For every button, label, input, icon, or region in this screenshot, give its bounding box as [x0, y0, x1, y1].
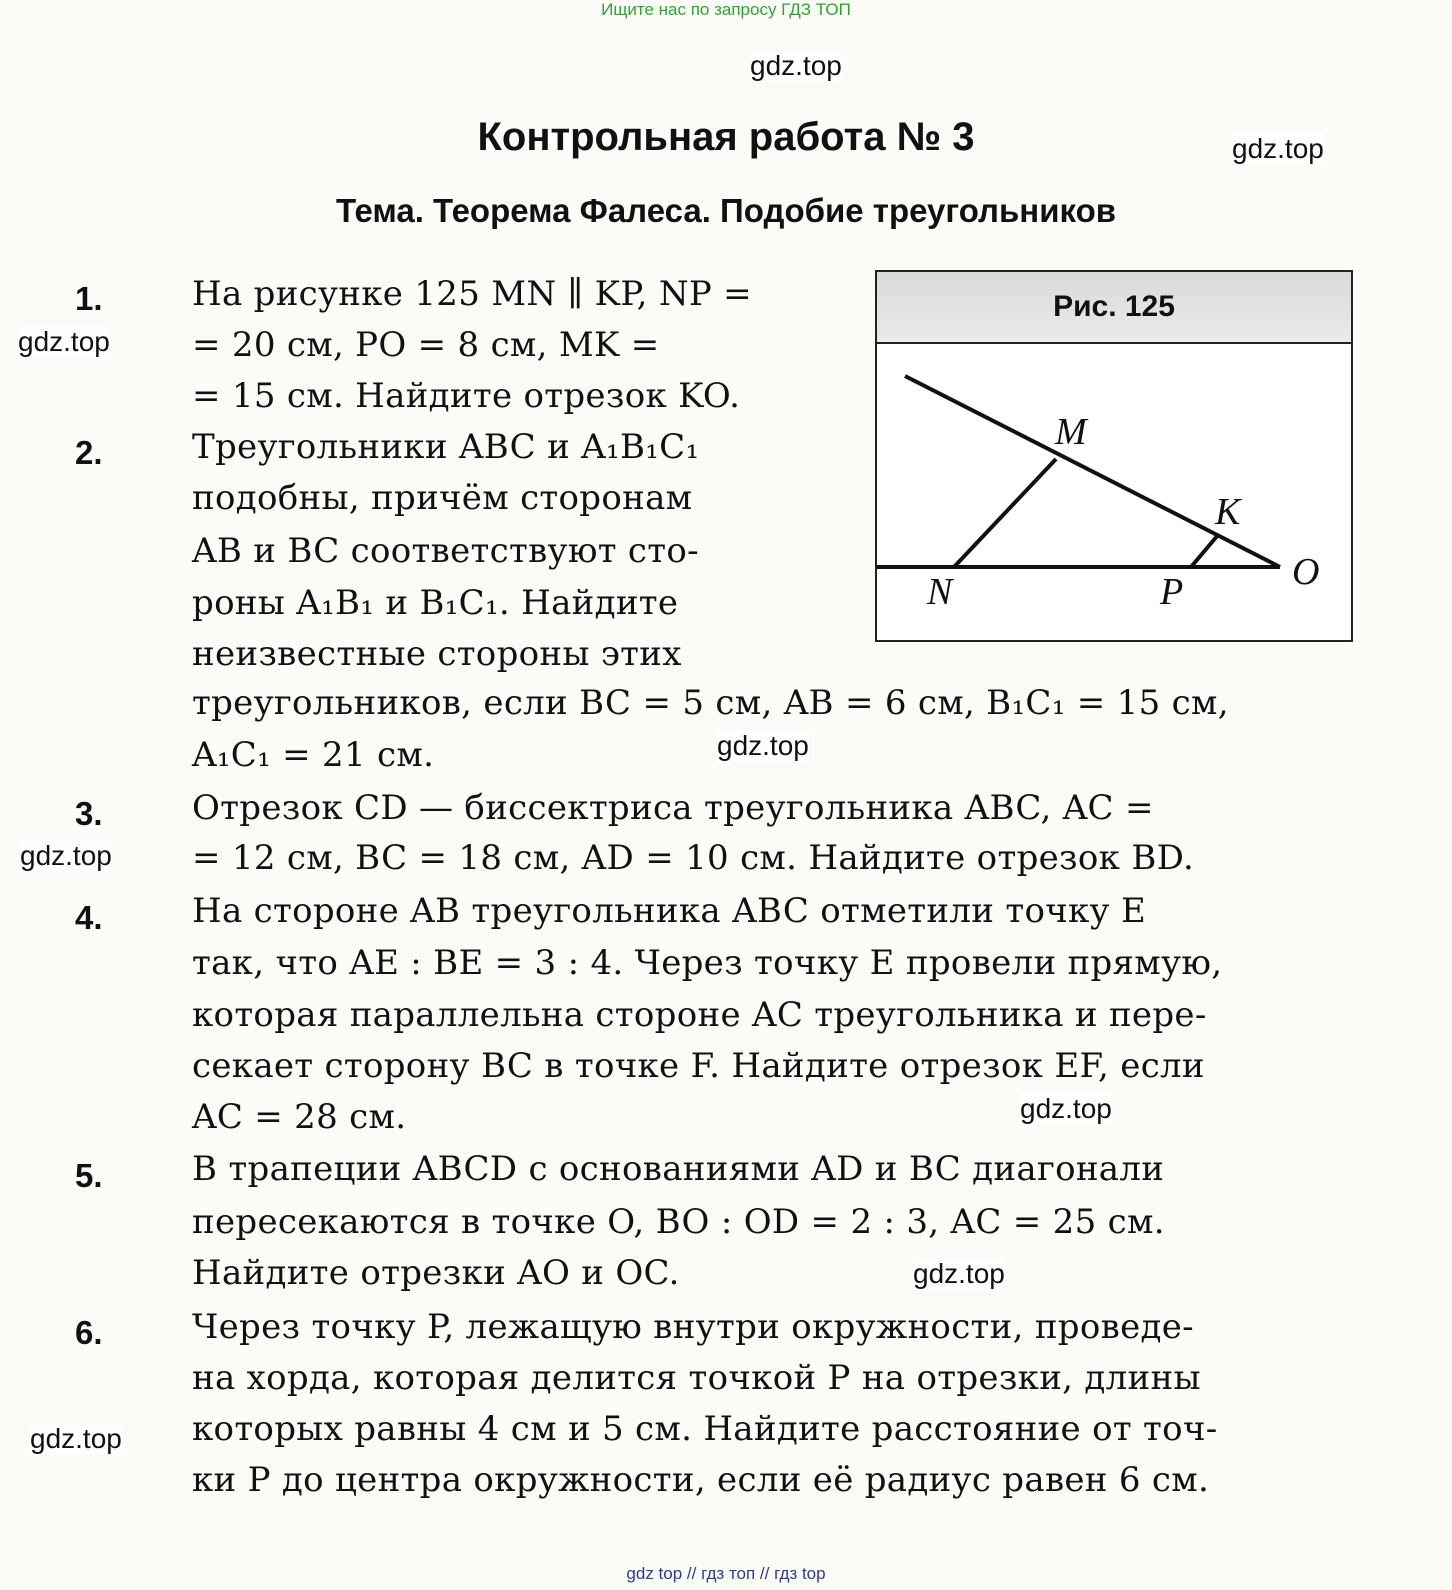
segment-mn: [954, 459, 1056, 567]
point-label-k: K: [1215, 491, 1241, 533]
task-4-line: секает сторону BC в точке F. Найдите отрезок EF, если: [192, 1046, 1205, 1086]
task-3-line: = 12 см, BC = 18 см, AD = 10 см. Найдите отрезок BD.: [192, 838, 1195, 878]
task-4-line: так, что AE : BE = 3 : 4. Через точку E провели прямую,: [192, 943, 1223, 983]
task-2-line: Треугольники ABC и A₁B₁C₁: [192, 427, 700, 467]
watermark: gdz.top: [1232, 133, 1324, 164]
task-2-line: подобны, причём сторонам: [192, 478, 693, 518]
task-6-line: Через точку P, лежащую внутри окружности, проведе-: [192, 1307, 1194, 1347]
point-label-o: O: [1292, 551, 1320, 593]
task-6-line: ки P до центра окружности, если её радиус равен 6 см.: [192, 1460, 1210, 1500]
watermark: gdz.top: [30, 1423, 122, 1454]
task-number: 2.: [75, 434, 103, 471]
point-label-m: M: [1055, 411, 1087, 453]
segment-kp: [1191, 535, 1218, 567]
task-2-line: неизвестные стороны этих: [192, 634, 682, 674]
task-6-line: которых равны 4 см и 5 см. Найдите расстояние от точ-: [192, 1409, 1218, 1449]
figure-diagram: [877, 272, 1351, 640]
figure-caption: Рис. 125: [877, 272, 1351, 344]
task-2-line: роны A₁B₁ и B₁C₁. Найдите: [192, 583, 679, 623]
task-5-line: Найдите отрезки AO и OC.: [192, 1253, 680, 1293]
point-label-n: N: [927, 571, 953, 613]
watermark: gdz.top: [20, 840, 112, 871]
task-1-line: На рисунке 125 MN ∥ KP, NP =: [192, 274, 752, 314]
task-number: 3.: [75, 795, 103, 832]
watermark: gdz.top: [913, 1258, 1005, 1289]
watermark: gdz.top: [18, 326, 110, 357]
footer-links[interactable]: gdz top // гдз топ // гдз top: [626, 1564, 826, 1583]
task-number: 1.: [75, 280, 103, 317]
task-4-line: AC = 28 см.: [192, 1097, 407, 1137]
task-number: 5.: [75, 1157, 103, 1194]
watermark: gdz.top: [750, 50, 842, 81]
line-through-m-k: [905, 376, 1280, 567]
watermark: gdz.top: [717, 730, 809, 761]
task-number: 4.: [75, 899, 103, 936]
page-subtitle: Тема. Теорема Фалеса. Подобие треугольников: [335, 192, 1117, 229]
task-3-line: Отрезок CD — биссектриса треугольника ABC, AC =: [192, 788, 1154, 828]
task-2-line: A₁C₁ = 21 см.: [192, 735, 435, 775]
page-title: Контрольная работа № 3: [477, 115, 975, 159]
task-6-line: на хорда, которая делится точкой P на отрезки, длины: [192, 1358, 1201, 1398]
task-5-line: В трапеции ABCD с основаниями AD и BC диагонали: [192, 1149, 1165, 1189]
top-banner[interactable]: Ищите нас по запросу ГДЗ ТОП: [601, 0, 851, 19]
task-2-line: треугольников, если BC = 5 см, AB = 6 см, B₁C₁ = 15 см,: [192, 683, 1229, 723]
watermark: gdz.top: [1020, 1093, 1112, 1124]
figure-125: [875, 270, 1353, 642]
task-number: 6.: [75, 1314, 103, 1351]
task-4-line: которая параллельна стороне AC треугольника и пере-: [192, 995, 1207, 1035]
task-1-line: = 15 см. Найдите отрезок KO.: [192, 376, 741, 416]
task-1-line: = 20 см, PO = 8 см, MK =: [192, 325, 660, 365]
task-2-line: AB и BC соответствуют сто-: [192, 531, 699, 571]
point-label-p: P: [1160, 571, 1184, 613]
task-4-line: На стороне AB треугольника ABC отметили точку E: [192, 891, 1147, 931]
task-5-line: пересекаются в точке O, BO : OD = 2 : 3, AC = 25 см.: [192, 1202, 1165, 1242]
